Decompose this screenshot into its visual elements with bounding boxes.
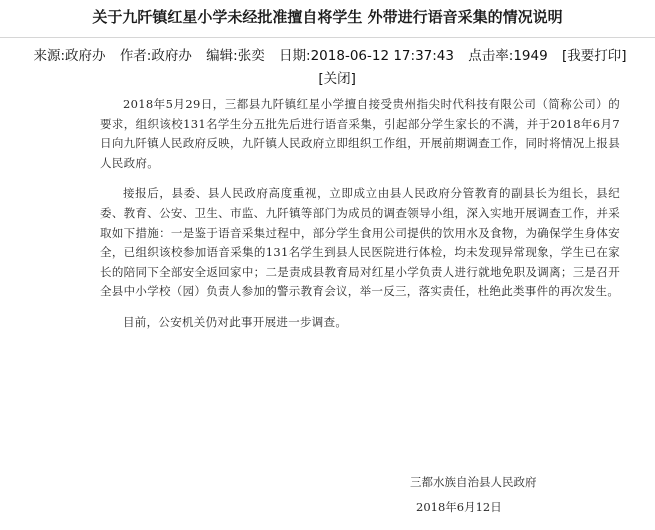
hits-field (468, 48, 547, 64)
body-paragraph: 2018年5月29日，三都县九阡镇红星小学擅自接受贵州指尖时代科技有限公司（简称公司）的要求，组织该校131名学生分五批先后进行语音采集，引起部分学生家长的不满，并于2018年6月7日向九阡镇人民政府反映，九阡镇人民政府立即组织工作组，开展前期调查工作，同时将情况上报县人民政府。 (100, 97, 620, 170)
hits-label: 点击率: (468, 48, 514, 64)
print-link[interactable]: [我要打印] (562, 48, 627, 64)
article-title: 关于九阡镇红星小学未经批准擅自将学生 外带进行语音采集的情况说明 (92, 8, 563, 26)
date-label: 日期: (279, 48, 311, 64)
source-field (33, 48, 105, 64)
source-label: 来源: (33, 48, 66, 64)
article-meta (30, 45, 630, 91)
date-value: 2018-06-12 17:37:43 (310, 48, 454, 64)
title-divider (0, 37, 655, 38)
author-value: 政府办 (151, 48, 192, 64)
editor-field (206, 48, 265, 64)
signature-org: 三都水族自治县人民政府 (410, 475, 537, 489)
author-label: 作者: (119, 48, 152, 64)
signature-date: 2018年6月12日 (416, 500, 502, 514)
editor-label: 编辑: (206, 48, 238, 64)
editor-value: 张奕 (237, 48, 265, 64)
body-paragraph: 接报后，县委、县人民政府高度重视，立即成立由县人民政府分管教育的副县长为组长，县纪委、教育、公安、卫生、市监、九阡镇等部门为成员的调查领导小组，深入实地开展调查工作，并采取如下措施：一是鉴于语音采集过程中，部分学生食用公司提供的饮用水及食物，为确保学生身体安全，已组织该校参加语音采集的131名学生到县人民医院进行体检，均未发现异常现象，学生已在家长的陪同下全部安全返回家中；二是责成县教育局对红星小学负责人进行就地免职及调离；三是召开全县中小学校（园）负责人参加的警示教育会议，举一反三，落实责任，杜绝此类事件的再次发生。 (100, 186, 620, 299)
hits-value: 1949 (513, 48, 548, 64)
author-field (120, 48, 192, 64)
article-body (100, 95, 620, 344)
source-value: 政府办 (65, 48, 106, 64)
close-link[interactable]: [关闭] (318, 71, 356, 87)
body-paragraph: 目前，公安机关仍对此事开展进一步调查。 (123, 314, 348, 329)
date-field (279, 48, 454, 64)
